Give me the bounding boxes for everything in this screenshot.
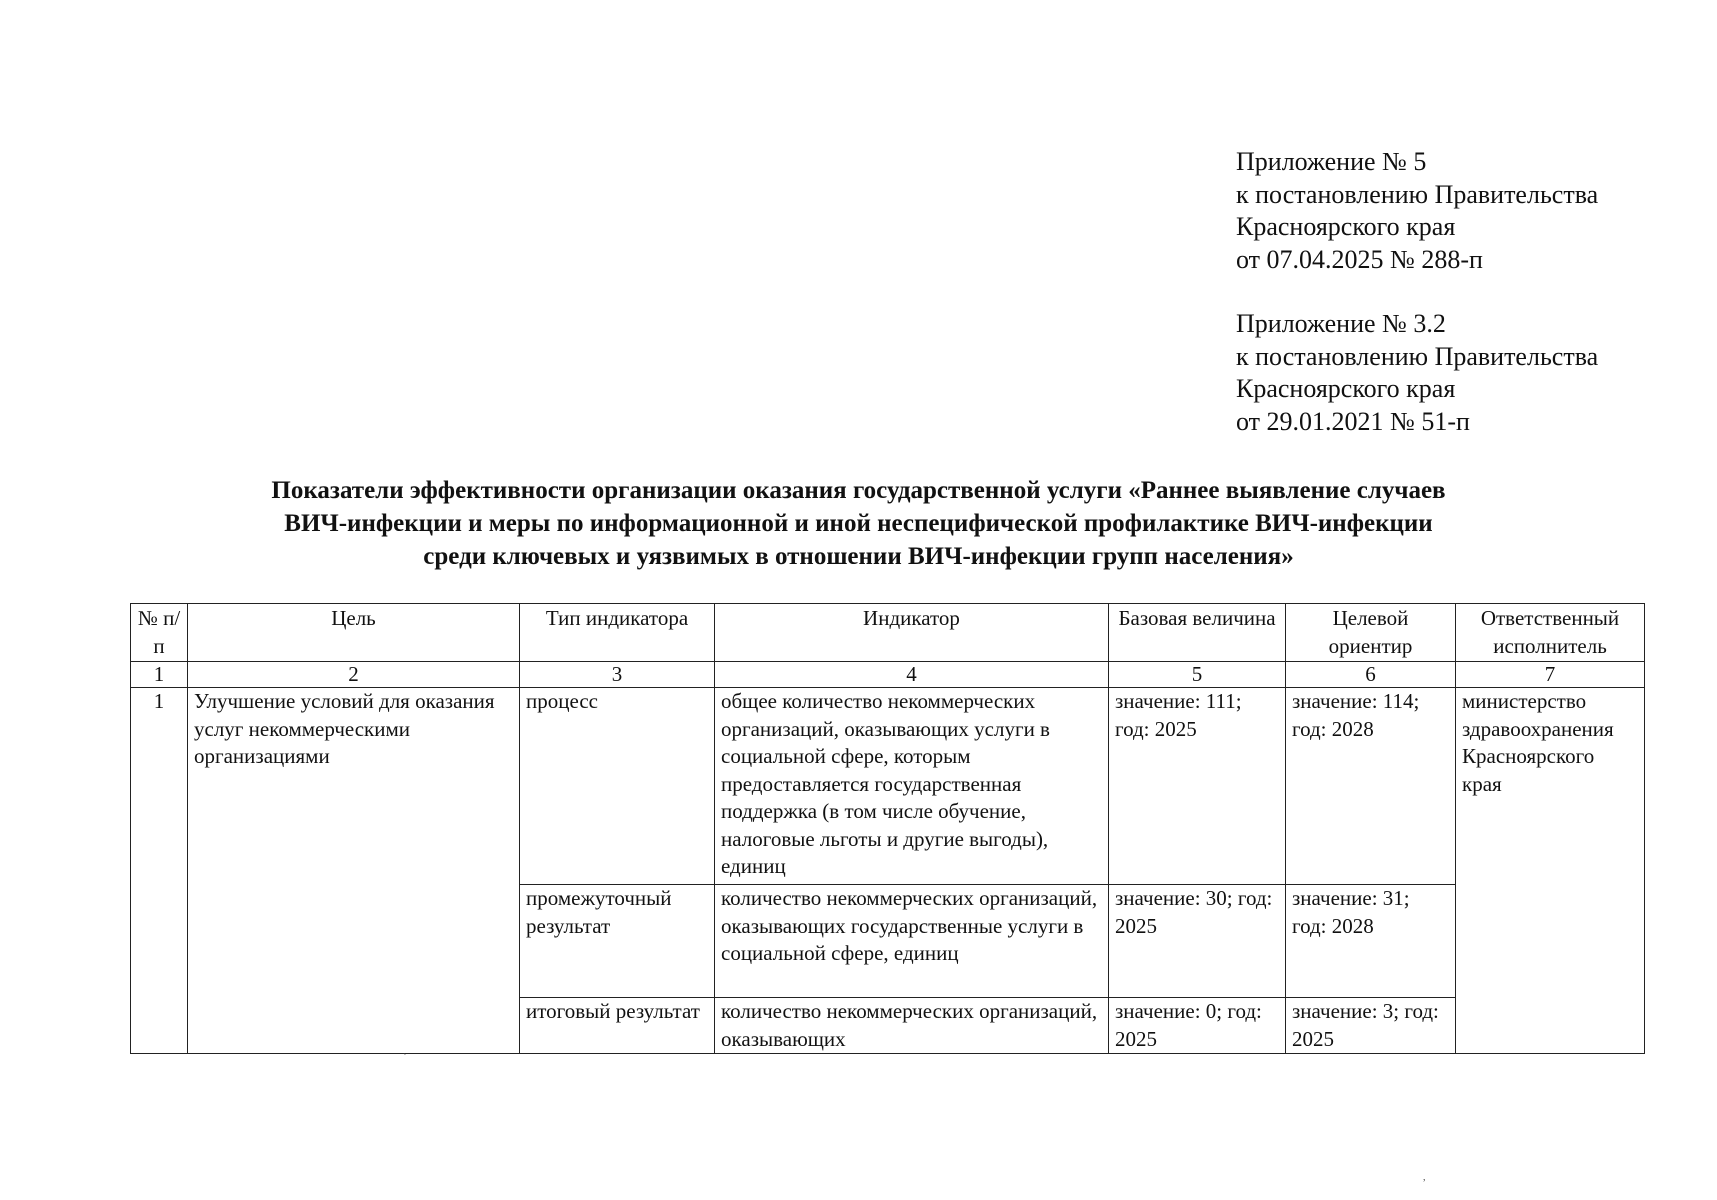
document-title xyxy=(0,474,1717,573)
appendix-line: к постановлению Правительства xyxy=(1236,341,1599,371)
column-header: Цель xyxy=(188,604,520,662)
column-number: 6 xyxy=(1286,662,1456,688)
column-number: 5 xyxy=(1109,662,1286,688)
base-value-cell: значение: 111; год: 2025 xyxy=(1109,688,1286,885)
appendix-line: Красноярского края xyxy=(1236,212,1456,241)
appendix-header xyxy=(1236,146,1598,438)
appendix-line: Красноярского края xyxy=(1236,374,1456,403)
column-header: Индикатор xyxy=(715,604,1109,662)
goal-cell: Улучшение условий для оказания услуг некоммерческими организациями xyxy=(188,688,520,1054)
scan-speck: ` xyxy=(403,1053,407,1064)
appendix-line: от 29.01.2021 № 51-п xyxy=(1236,406,1470,436)
responsible-cell: министерство здравоохранения Красноярского края xyxy=(1456,688,1645,1054)
title-line: среди ключевых и уязвимых в отношении ВИЧ-инфекции групп населения» xyxy=(423,543,1294,570)
target-value-cell: значение: 3; год: 2025 xyxy=(1286,998,1456,1054)
column-header: Ответственный исполнитель xyxy=(1456,604,1645,662)
column-number: 1 xyxy=(131,662,188,688)
column-number: 3 xyxy=(520,662,715,688)
row-number: 1 xyxy=(131,688,188,1054)
base-value-cell: значение: 30; год: 2025 xyxy=(1109,885,1286,998)
base-value-cell: значение: 0; год: 2025 xyxy=(1109,998,1286,1054)
target-value-cell: значение: 114; год: 2028 xyxy=(1286,688,1456,885)
column-header: Целевой ориентир xyxy=(1286,604,1456,662)
column-number: 4 xyxy=(715,662,1109,688)
column-number-row xyxy=(131,662,1645,688)
appendix-line: Приложение № 5 xyxy=(1236,147,1427,176)
appendix-line: от 07.04.2025 № 288-п xyxy=(1236,244,1483,274)
indicator-type-cell: промежуточный результат xyxy=(520,885,715,998)
table-row xyxy=(131,688,1645,885)
appendix-line: к постановлению Правительства xyxy=(1236,179,1599,209)
column-header: Тип индикатора xyxy=(520,604,715,662)
indicator-cell: количество некоммерческих организаций, оказывающих государственные услуги в социальной сфере, единиц xyxy=(715,885,1109,998)
scan-speck: , xyxy=(1423,1172,1426,1183)
indicator-cell: количество некоммерческих организаций, оказывающих xyxy=(715,998,1109,1054)
target-value-cell: значение: 31; год: 2028 xyxy=(1286,885,1456,998)
indicator-type-cell: процесс xyxy=(520,688,715,885)
title-line: ВИЧ-инфекции и меры по информационной и иной неспецифической профилактике ВИЧ-инфекции xyxy=(284,510,1433,537)
appendix-line: Приложение № 3.2 xyxy=(1236,309,1446,338)
column-number: 2 xyxy=(188,662,520,688)
title-line: Показатели эффективности организации оказания государственной услуги «Раннее выявление случаев xyxy=(271,477,1446,504)
column-header: Базовая величина xyxy=(1109,604,1286,662)
indicator-cell: общее количество некоммерческих организаций, оказывающих услуги в социальной сфере, которым предоставляется государственная поддержка (в том числе обучение, налоговые льготы и другие выгоды), единиц xyxy=(715,688,1109,885)
indicator-type-cell: итоговый результат xyxy=(520,998,715,1054)
column-number: 7 xyxy=(1456,662,1645,688)
table-header-row xyxy=(131,604,1645,662)
indicators-table xyxy=(130,603,1645,1054)
column-header: № п/п xyxy=(131,604,188,662)
